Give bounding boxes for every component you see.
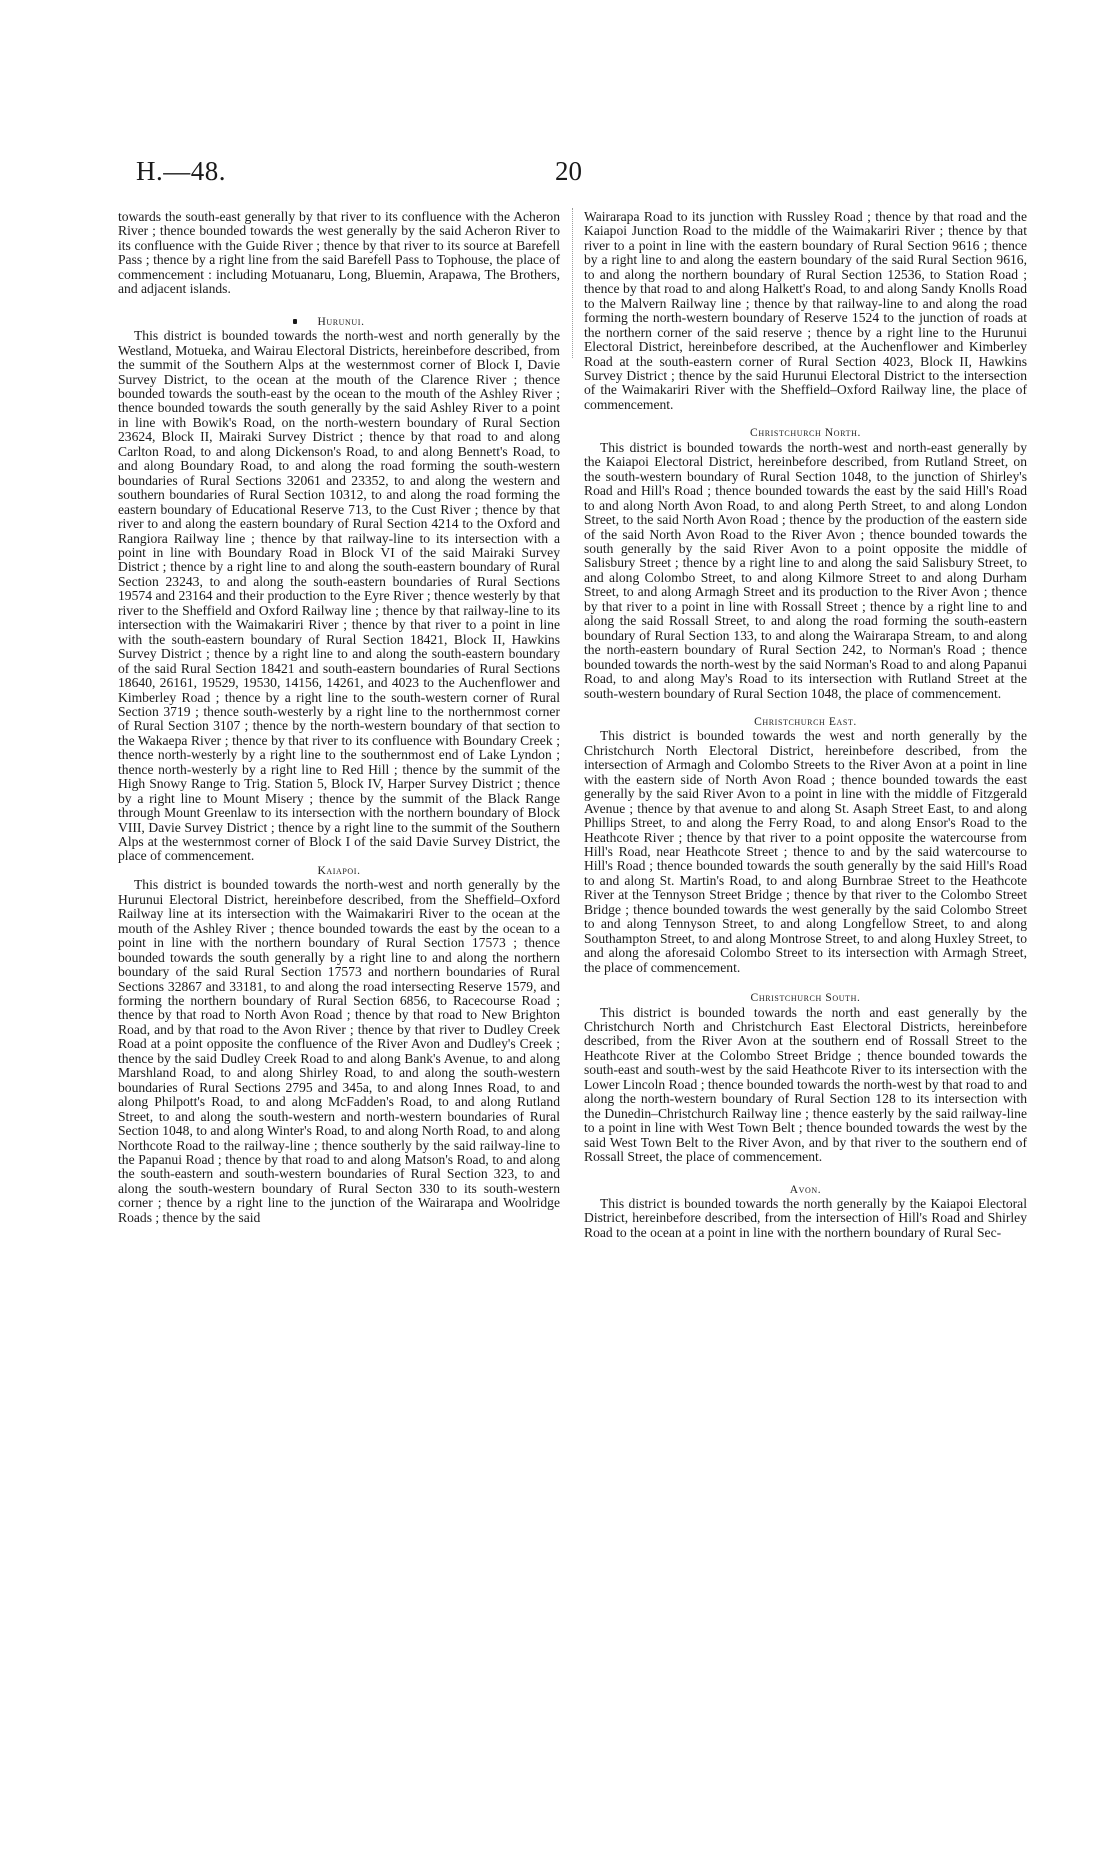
left-column xyxy=(118,210,560,1225)
section-heading-avon: Avon. xyxy=(789,1183,822,1196)
paragraph-continued-wairau: towards the south-east generally by that river to its confluence with the Acheron River ; thence bounded towards the west generally by the said Acheron River to its confluence with the Guide River ; thence by that river to its source at Barefell Pass ; thence by a right line from the said Barefell Pass to Tophouse, the place of commencement : including Motuanaru, Long, Bluemin, Arapawa, The Brothers, and adjacent islands. xyxy=(118,209,560,297)
paragraph-hurunui: This district is bounded towards the north-west and north generally by the Westland, Motueka, and Wairau Electoral Districts, hereinbefore described, from the summit of the Southern Alps at the westernmost corner of Block I, Davie Survey District, to the ocean at the mouth of the Clarence River ; thence bounded towards the south-east by the ocean to the mouth of the Ashley River ; thence bounded towards the south generally by the said Ashley River to a point in line with Bowik's Road, on the north-western boundary of Rural Section 23624, Block II, Mairaki Survey District ; thence by that road to and along Carlton Road, to and along Dickenson's Road, to and along Bennett's Road, to and along Boundary Road, to and along the road forming the south-western boundaries of Rural Sections 32061 and 23352, to and along the western and southern boundaries of Rural Section 10312, to and along the road forming the eastern boundary of Educational Reserve 713, to the Cust River ; thence by that river to and along the eastern boundary of Rural Section 4214 to the Oxford and Rangiora Railway line ; thence by that railway-line to its intersection with a point in line with Boundary Road in Block VI of the said Mairaki Survey District ; thence by a right line to and along the south-eastern boundary of Rural Section 23243, to and along the south-eastern boundaries of Rural Sections 19574 and 23164 and their production to the Eyre River ; thence westerly by that river to the Sheffield and Oxford Railway line ; thence by that railway-line to its intersection with the Waimakariri River ; thence by that river to a point in line with the south-eastern boundary of Rural Section 18421, Block II, Hawkins Survey District ; thence by a right line to and along the south-eastern boundary of the said Rural Section 18421 and south-eastern boundaries of Rural Sections 18640, 26161, 19529, 19530, 14156, 14261, and 4023 to the Auchenflower and Kimberley Road ; thence by a right line to the south-western corner of Rural Section 3719 ; thence south-westerly by a right line to the northernmost corner of Rural Section 3107 ; thence by the north-western boundary of that section to the Wakaepa River ; thence by that river to its confluence with Boundary Creek ; thence north-westerly by a right line to the southernmost end of Lake Lyndon ; thence north-westerly by a right line to Red Hill ; thence by the summit of the High Snowy Range to Trig. Station 5, Block IV, Harper Survey District ; thence by a right line to Mount Misery ; thence by the summit of the Black Range through Mount Greenlaw to its intersection with the northern boundary of Block VIII, Davie Survey District ; thence by a right line to the summit of the Southern Alps at the westernmost corner of Block I of the said Davie Survey District, the place of commencement. xyxy=(118,328,560,864)
column-divider xyxy=(572,208,574,358)
paragraph-kaiapoi-continued: Wairarapa Road to its junction with Russley Road ; thence by that road and the Kaiapoi Junction Road to the middle of the Waimakariri River ; thence by that river to a point in line with the eastern boundary of Rural Section 9616 ; thence by a right line to and along the eastern boundary of the said Rural Section 9616, to and along the northern boundary of Rural Section 12536, to Station Road ; thence by that road to and along Halkett's Road, to and along Sandy Knolls Road to the Malvern Railway line ; thence by that railway-line to and along the road forming the north-western boundary of Reserve 1524 to the junction of roads at the northern corner of the said reserve ; thence by a right line to the Hurunui Electoral District, hereinbefore described, at the Auchenflower and Kimberley Road at the south-eastern corner of Rural Section 4023, Block II, Hawkins Survey District ; thence by the said Hurunui Electoral District to the intersection of the Waimakariri River with the Sheffield–Oxford Railway line, the place of commencement. xyxy=(584,209,1027,412)
paragraph-avon: This district is bounded towards the north generally by the Kaiapoi Electoral District, hereinbefore described, from the intersection of Hill's Road and Shirley Road to the ocean at a point in line with the northern boundary of Rural Sec- xyxy=(584,1196,1027,1240)
paragraph-christchurch-east: This district is bounded towards the west and north generally by the Christchurch North Electoral District, hereinbefore described, from the intersection of Armagh and Colombo Streets to the River Avon at a point in line with the eastern side of North Avon Road ; thence bounded towards the east generally by the said River Avon to a point in line with the middle of Fitzgerald Avenue ; thence by that avenue to and along St. Asaph Street East, to and along Phillips Street, to and along the Ferry Road, to and along Ensor's Road to the Heathcote River ; thence by that river to a point opposite the watercourse from Hill's Road, near Heathcote Street ; thence to and by the said watercourse to Hill's Road ; thence bounded towards the south generally by the said Hill's Road to and along St. Martin's Road, to and along Burnbrae Street to the Heathcote River at the Tennyson Street Bridge ; thence by that river to the Colombo Street Bridge ; thence bounded towards the west generally by the said Colombo Street to and along Tennyson Street, to and along Longfellow Street, to and along Southampton Street, to and along Montrose Street, to and along Huxley Street, to and along the aforesaid Colombo Street to its intersection with Armagh Street, the place of commencement. xyxy=(584,728,1027,975)
paragraph-kaiapoi: This district is bounded towards the north-west and north generally by the Hurunui Electoral District, hereinbefore described, from the Sheffield–Oxford Railway line at its intersection with the Waimakariri River to the ocean at the mouth of the Ashley River ; thence bounded towards the east by the ocean to a point in line with the northern boundary of Rural Section 17573 ; thence bounded towards the south generally by a right line to and along the northern boundary of the said Rural Section 17573 and northern boundaries of Rural Sections 32867 and 33181, to and along the road intersecting Reserve 1579, and forming the northern boundary of Rural Section 6856, to Racecourse Road ; thence by that road to North Avon Road ; thence by that road to New Brighton Road, and by that road to the Avon River ; thence by that river to Dudley Creek Road at a point opposite the confluence of the River Avon and Dudley's Creek ; thence by the said Dudley Creek Road to and along Bank's Avenue, to and along Marshland Road, to and along Shirley Road, to and along the south-western boundaries of Rural Sections 2795 and 345a, to and along Innes Road, to and along Philpott's Road, to and along McFadden's Road, to and along Rutland Street, to and along the south-western and north-western boundaries of Rural Section 1048, to and along Winter's Road, to and along North Road, to and along Northcote Road to the railway-line ; thence southerly by the said railway-line to the Papanui Road ; thence by that road to and along Matson's Road, to and along the south-eastern and south-western boundaries of Rural Section 323, to and along the south-western boundary of Rural Secton 330 to its south-western corner ; thence by a right line to the junction of the Wairarapa and Woolridge Roads ; thence by the said xyxy=(118,877,560,1225)
section-heading-christchurch-north: Christchurch North. xyxy=(750,427,861,440)
right-column xyxy=(584,210,1027,1240)
section-heading-christchurch-east: Christchurch East. xyxy=(754,715,857,728)
page-number: 20 xyxy=(555,156,582,186)
section-heading-kaiapoi: Kaiapoi. xyxy=(317,864,361,877)
document-reference: H.—48. xyxy=(136,156,226,186)
section-heading-christchurch-south: Christchurch South. xyxy=(750,992,861,1005)
paragraph-christchurch-south: This district is bounded towards the north and east generally by the Christchurch North and Christchurch East Electoral Districts, hereinbefore described, from the River Avon at the southern end of Rossall Street to the Heathcote River at the Colombo Street Bridge ; thence bounded towards the south-east and south-west by the said Heathcote River to its intersection with the Lower Lincoln Road ; thence bounded towards the north-west by that road to and along the north-western boundary of Rural Section 128 to its intersection with the Dunedin–Christchurch Railway line ; thence easterly by the said railway-line to a point in line with West Town Belt ; thence bounded towards the west by the said West Town Belt to the River Avon, and by that river to the southern end of Rossall Street, the place of commencement. xyxy=(584,1004,1027,1165)
section-heading-hurunui: Hurunui. xyxy=(118,315,560,329)
bullet-mark xyxy=(293,319,297,324)
paragraph-christchurch-north: This district is bounded towards the north-west and north-east generally by the Kaiapoi Electoral District, hereinbefore described, from Rutland Street, on the south-western boundary of Rural Section 1048, to the junction of Shirley's Road and Hill's Road ; thence bounded towards the east by the said Hill's Road to and along North Avon Road, to and along Perth Street, to and along London Street, to the said North Avon Road ; thence by the production of the eastern side of the said North Avon Road to the River Avon ; thence bounded towards the south generally by the said River Avon to a point opposite the middle of Salisbury Street ; thence by a right line to and along the said Salisbury Street, to and along Colombo Street, to and along Kilmore Street to and along Durham Street, to and along Armagh Street and its production to the River Avon ; thence by that river to a point in line with Rossall Street ; thence by a right line to and along the said Rossall Street, to and along the road forming the south-eastern boundary of Rural Section 133, to and along the Wairarapa Stream, to and along the north-eastern boundary of Rural Section 242, to Norman's Road ; thence bounded towards the north-west by the said Norman's Road to and along Papanui Road, to and along May's Road to its intersection with Rutland Street at the south-western boundary of Rural Section 1048, the place of commencement. xyxy=(584,439,1027,701)
